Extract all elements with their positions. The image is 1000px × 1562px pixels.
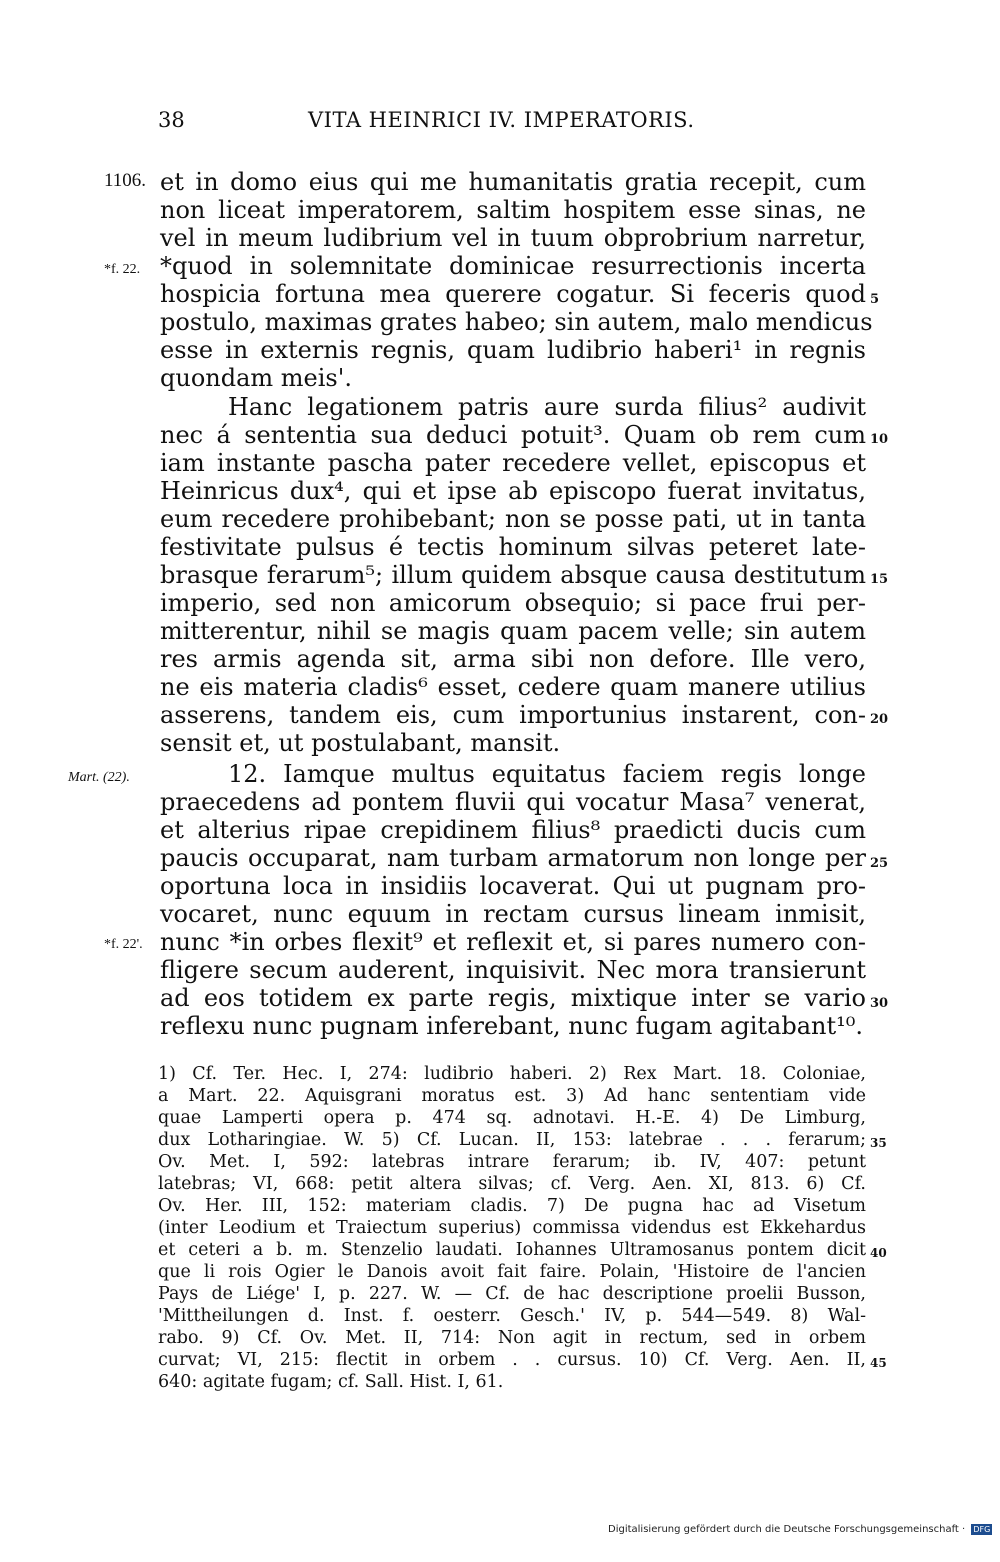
- body-line: Heinricus dux⁴, qui et ipse ab episcopo fuerat invitatus,: [160, 477, 866, 505]
- footnote-line: Ov. Her. III, 152: materiam cladis. 7) De pugna hac ad Visetum: [158, 1196, 866, 1216]
- body-line: reflexu nunc pugnam inferebant, nunc fugam agitabant¹⁰.: [160, 1012, 863, 1040]
- footnote-line: dux Lotharingiae. W. 5) Cf. Lucan. II, 153: latebrae . . . ferarum;: [158, 1130, 866, 1150]
- body-line: asserens, tandem eis, cum importunius instarent, con-: [160, 701, 866, 729]
- body-line: nunc *in orbes flexit⁹ et reflexit et, si pares numero con-: [160, 928, 866, 956]
- footnote-line: Ov. Met. I, 592: latebras intrare ferarum; ib. IV, 407: petunt: [158, 1152, 866, 1172]
- digitization-footer: Digitalisierung gefördert durch die Deutsche Forschungsgemeinschaft · DFG: [608, 1524, 991, 1535]
- body-line: paucis occuparat, nam turbam armatorum non longe per: [160, 844, 866, 872]
- body-line: Hanc legationem patris aure surda filius² audivit: [228, 393, 866, 421]
- body-line: vocaret, nunc equum in rectam cursus lineam inmisit,: [160, 900, 866, 928]
- footnote-line: que li rois Ogier le Danois avoit fait faire. Polain, 'Histoire de l'ancien: [158, 1262, 866, 1282]
- footnote-line: latebras; VI, 668: petit altera silvas; cf. Verg. Aen. XI, 813. 6) Cf.: [158, 1174, 866, 1194]
- margin-folio-note: *f. 22.: [104, 262, 141, 277]
- margin-date-note: Mart. (22).: [68, 770, 130, 785]
- body-line: eum recedere prohibebant; non se posse pati, ut in tanta: [160, 505, 866, 533]
- page-header: [158, 108, 868, 142]
- line-number: 20: [870, 712, 889, 727]
- margin-folio-note-2: *f. 22'.: [104, 937, 143, 952]
- body-line: res armis agenda sit, arma sibi non defore. Ille vero,: [160, 645, 866, 673]
- dfg-logo: DFG: [973, 1525, 991, 1534]
- page-number: 38: [158, 108, 185, 132]
- body-line: mitterentur, nihil se magis quam pacem velle; sin autem: [160, 617, 866, 645]
- body-line: esse in externis regnis, quam ludibrio haberi¹ in regnis: [160, 336, 866, 364]
- line-number: 30: [870, 996, 889, 1011]
- body-line: nec á sententia sua deduci potuit³. Quam ob rem cum: [160, 421, 866, 449]
- footnote-line: rabo. 9) Cf. Ov. Met. II, 714: Non agit in rectum, sed in orbem: [158, 1328, 866, 1348]
- body-line: praecedens ad pontem fluvii qui vocatur Masa⁷ venerat,: [160, 788, 866, 816]
- body-line: sensit et, ut postulabant, mansit.: [160, 729, 561, 757]
- line-number: 10: [870, 432, 889, 447]
- footnote-line: 'Mittheilungen d. Inst. f. oesterr. Gesch.' IV, p. 544—549. 8) Wal-: [158, 1306, 866, 1326]
- footnote-line: curvat; VI, 215: flectit in orbem . . cursus. 10) Cf. Verg. Aen. II,: [158, 1350, 866, 1370]
- footnote-line: quae Lamperti opera p. 474 sq. adnotavi. H.-E. 4) De Limburg,: [158, 1108, 866, 1128]
- footnote-line: 640: agitate fugam; cf. Sall. Hist. I, 61.: [158, 1372, 504, 1392]
- margin-year: 1106.: [104, 170, 147, 191]
- body-line: ne eis materia cladis⁶ esset, cedere quam manere utilius: [160, 673, 866, 701]
- body-line: oportuna loca in insidiis locaverat. Qui ut pugnam pro-: [160, 872, 866, 900]
- footnote-line-number: 45: [870, 1356, 887, 1370]
- footer-text: Digitalisierung gefördert durch die Deutsche Forschungsgemeinschaft: [608, 1524, 959, 1535]
- body-line: ad eos totidem ex parte regis, mixtique inter se vario: [160, 984, 866, 1012]
- footnote-line-number: 40: [870, 1246, 887, 1260]
- running-title: VITA HEINRICI IV. IMPERATORIS.: [308, 108, 695, 132]
- line-number: 25: [870, 856, 889, 871]
- body-line: fligere secum auderent, inquisivit. Nec mora transierunt: [160, 956, 866, 984]
- footnote-line: 1) Cf. Ter. Hec. I, 274: ludibrio haberi. 2) Rex Mart. 18. Coloniae,: [158, 1064, 866, 1084]
- body-line: quondam meis'.: [160, 364, 352, 392]
- footnote-line: a Mart. 22. Aquisgrani moratus est. 3) Ad hanc sententiam vide: [158, 1086, 866, 1106]
- body-line: imperio, sed non amicorum obsequio; si pace frui per-: [160, 589, 866, 617]
- body-line: brasque ferarum⁵; illum quidem absque causa destitutum: [160, 561, 866, 589]
- body-line: non liceat imperatorem, saltim hospitem esse sinas, ne: [160, 196, 866, 224]
- footnote-line: (inter Leodium et Traiectum superius) commissa videndus est Ekkehardus: [158, 1218, 866, 1238]
- body-line: postulo, maximas grates habeo; sin autem, malo mendicus: [160, 308, 873, 336]
- body-line: festivitate pulsus é tectis hominum silvas peteret late-: [160, 533, 866, 561]
- body-line: hospicia fortuna mea querere cogatur. Si feceris quod: [160, 280, 866, 308]
- body-line: *quod in solemnitate dominicae resurrectionis incerta: [160, 252, 866, 280]
- body-line: et alterius ripae crepidinem filius⁸ praedicti ducis cum: [160, 816, 866, 844]
- footnote-line: Pays de Liége' I, p. 227. W. — Cf. de hac descriptione proelii Busson,: [158, 1284, 866, 1304]
- footnote-line: et ceteri a b. m. Stenzelio laudati. Iohannes Ultramosanus pontem dicit: [158, 1240, 866, 1260]
- line-number: 5: [870, 292, 880, 307]
- body-line: vel in meum ludibrium vel in tuum obprobrium narretur,: [160, 224, 866, 252]
- footnote-line-number: 35: [870, 1136, 887, 1150]
- body-line: iam instante pascha pater recedere vellet, episcopus et: [160, 449, 866, 477]
- body-line: et in domo eius qui me humanitatis gratia recepit, cum: [160, 168, 866, 196]
- body-line: 12. Iamque multus equitatus faciem regis longe: [228, 760, 866, 788]
- line-number: 15: [870, 572, 889, 587]
